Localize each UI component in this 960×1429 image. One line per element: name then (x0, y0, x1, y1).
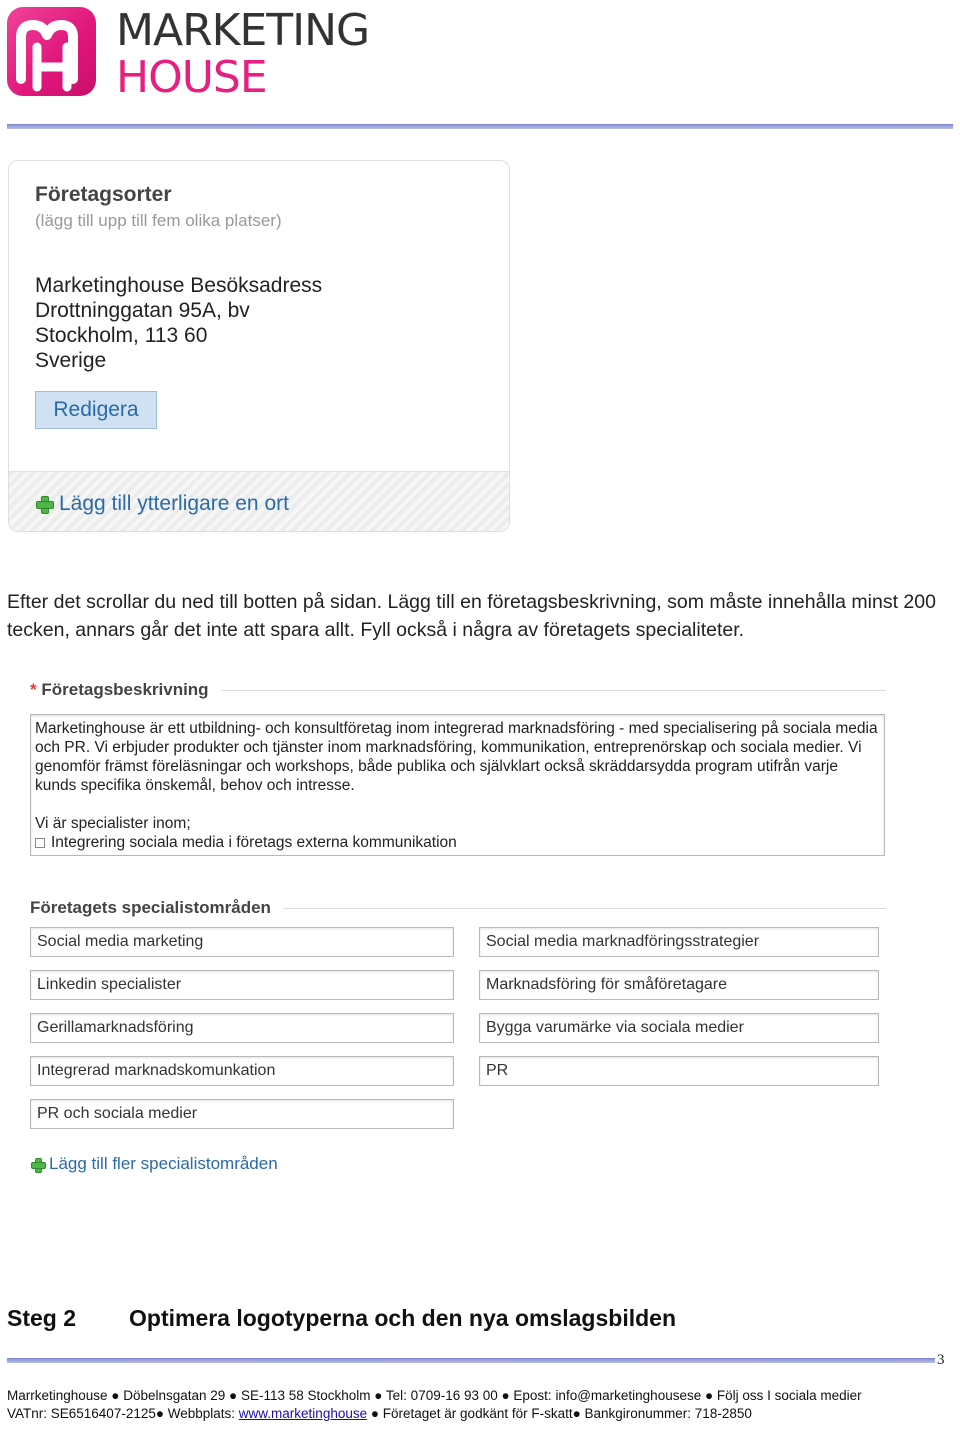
logo-line-house: HOUSE (116, 52, 267, 103)
description-textarea[interactable] (30, 714, 885, 856)
add-location-link[interactable] (35, 492, 289, 516)
specialties-label: Företagets specialistområden (30, 898, 283, 918)
locations-title: Företagsorter (35, 183, 172, 206)
website-link[interactable]: www.marketinghouse (238, 1406, 368, 1421)
logo-line-marketing: MARKETING (116, 5, 370, 56)
address-line: Marketinghouse Besöksadress (35, 274, 323, 297)
specialty-field[interactable]: PR (479, 1056, 879, 1086)
description-bullet (35, 833, 880, 852)
edit-button[interactable]: Redigera (35, 391, 157, 429)
address-line: Drottninggatan 95A, bv (35, 299, 250, 322)
footer-vat-text: VATnr: SE6516407-2125● Webbplats: (7, 1406, 239, 1421)
footer-divider (7, 1358, 935, 1363)
step-title: Optimera logotyperna och den nya omslagsbilden (129, 1305, 676, 1331)
add-location-label: Lägg till ytterligare en ort (59, 492, 289, 515)
footer-tax-text: ● Företaget är godkänt för F-skatt● Bankgironummer: 718-2850 (367, 1406, 752, 1421)
specialty-field[interactable]: Integrerad marknadskomunkation (30, 1056, 454, 1086)
instruction-paragraph: Efter det scrollar du ned till botten på sidan. Lägg till en företagsbeskrivning, som måste innehålla minst 200 tecken, annars går det inte att spara allt. Fyll också i några av företagets specialiteter. (7, 591, 936, 641)
specialty-field[interactable]: Gerillamarknadsföring (30, 1013, 454, 1043)
address-line: Sverige (35, 349, 107, 372)
description-intro: Vi är specialister inom; (35, 815, 191, 832)
page-number: 3 (937, 1352, 945, 1368)
specialty-field[interactable]: Social media marketing (30, 927, 454, 957)
step-number: Steg 2 (7, 1305, 77, 1331)
footer-line-1: Marrketinghouse ● Döbelnsgatan 29 ● SE-113 58 Stockholm ● Tel: 0709-16 93 00 ● Epost: info@marketinghousese ● Följ oss I sociala medier (7, 1388, 862, 1403)
description-label (30, 680, 221, 700)
address-line: Stockholm, 113 60 (35, 324, 208, 347)
specialty-field[interactable]: Social media marknadföringsstrategier (479, 927, 879, 957)
locations-subtitle: (lägg till upp till fem olika platser) (35, 211, 282, 230)
specialty-field[interactable]: Bygga varumärke via sociala medier (479, 1013, 879, 1043)
logo-wordmark (116, 5, 370, 103)
description-label-text: Företagsbeskrivning (41, 680, 209, 699)
add-specialty-label: Lägg till fler specialistområden (49, 1154, 278, 1173)
address-block (35, 273, 322, 373)
bullet-square-icon (35, 838, 45, 848)
specialty-field[interactable]: PR och sociala medier (30, 1099, 454, 1129)
required-mark: * (30, 680, 37, 699)
description-paragraph: Marketinghouse är ett utbildning- och konsultföretag inom integrerad marknadsföring - med specialisering på sociala media och PR. Vi erbjuder produkter och tjänster inom marknadsföring, kommunikation, entreprenörskap och sociala medier. Vi genomför främst föreläsningar och workshops, både publika och självklart också skräddarsydda program utifrån varje kunds specifika önskemål, behov och intresse. (35, 720, 878, 794)
specialty-field[interactable]: Marknadsföring för småföretagare (479, 970, 879, 1000)
header-divider (7, 124, 953, 129)
description-bullet-text: Integrering sociala media i företags externa kommunikation (51, 834, 457, 851)
locations-footer (9, 471, 509, 532)
specialty-field[interactable]: Linkedin specialister (30, 970, 454, 1000)
plus-icon (35, 495, 53, 513)
marketing-house-logo-icon (7, 7, 96, 96)
locations-panel (8, 160, 510, 532)
description-bullet-cut (35, 852, 880, 856)
footer-line-2 (7, 1406, 752, 1421)
plus-icon (30, 1157, 45, 1172)
add-specialty-link[interactable] (30, 1154, 278, 1174)
